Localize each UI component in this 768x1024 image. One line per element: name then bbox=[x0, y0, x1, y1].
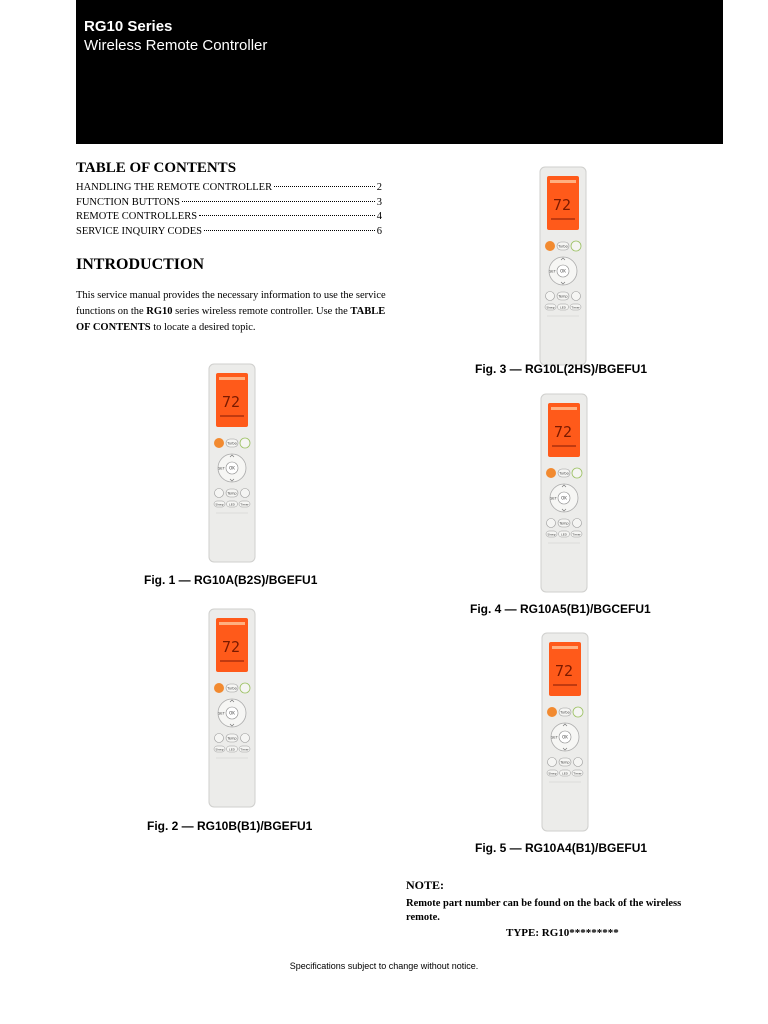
temp-button-label: Temp bbox=[560, 760, 570, 765]
ok-button-label: OK bbox=[229, 465, 235, 471]
led-button-label: LED bbox=[560, 305, 566, 310]
toc-leader-dots bbox=[199, 215, 375, 216]
remote-image-fig2 bbox=[208, 608, 256, 808]
toc-entry-label: REMOTE CONTROLLERS bbox=[76, 211, 198, 222]
fan-button bbox=[572, 468, 582, 478]
lcd-temperature: 72 bbox=[553, 423, 573, 441]
temp-button-label: Temp bbox=[227, 491, 237, 496]
document-subtitle: Wireless Remote Controller bbox=[84, 37, 268, 54]
power-button bbox=[214, 683, 224, 693]
footer-disclaimer: Specifications subject to change without notice. bbox=[289, 961, 479, 971]
sleep-button-label: Sleep bbox=[215, 747, 224, 752]
remote-image-fig4 bbox=[540, 393, 588, 593]
lcd-temperature: 72 bbox=[221, 638, 241, 656]
toc-leader-dots bbox=[182, 201, 375, 202]
sleep-button-label: Sleep bbox=[548, 771, 557, 776]
toc-entry[interactable] bbox=[76, 196, 382, 211]
lcd-mode-row bbox=[553, 684, 577, 686]
temp-button-label: Temp bbox=[558, 294, 568, 299]
toc-entry-page: 2 bbox=[376, 182, 382, 193]
figure-caption: Fig. 1 — RG10A(B2S)/BGEFU1 bbox=[144, 573, 318, 587]
fan-button bbox=[240, 683, 250, 693]
document-series-title: RG10 Series bbox=[84, 18, 173, 35]
toc-entry[interactable] bbox=[76, 210, 382, 225]
intro-text: This service manual provides the necessary information to use the service functions on the bbox=[76, 290, 386, 317]
toc-entry-page: 6 bbox=[376, 225, 382, 237]
introduction-title: INTRODUCTION bbox=[76, 256, 205, 273]
fan-button bbox=[240, 438, 250, 448]
power-button bbox=[214, 438, 224, 448]
led-button-label: LED bbox=[229, 502, 235, 507]
sleep-button-label: Sleep bbox=[546, 305, 555, 310]
turbo-button-label: Turbo bbox=[227, 441, 237, 446]
timer-button-label: Timer bbox=[240, 747, 249, 752]
lcd-temperature: 72 bbox=[221, 393, 241, 411]
lcd-mode-row bbox=[220, 660, 244, 662]
ok-button-label: OK bbox=[229, 710, 235, 716]
set-button-label: SET bbox=[218, 711, 225, 716]
toc-entry-page: 3 bbox=[376, 196, 382, 208]
lcd-mode-row bbox=[552, 445, 576, 447]
toc-entry[interactable] bbox=[76, 181, 382, 196]
swing-button bbox=[215, 734, 224, 743]
turbo-button-label: Turbo bbox=[227, 686, 237, 691]
note-type-code: TYPE: RG10********* bbox=[506, 927, 619, 939]
toc-entry-page: 4 bbox=[376, 211, 382, 222]
led-button-label: LED bbox=[561, 532, 567, 537]
direct-button bbox=[241, 489, 250, 498]
note-heading: NOTE: bbox=[406, 878, 445, 892]
set-button-label: SET bbox=[550, 496, 557, 501]
set-button-label: SET bbox=[549, 269, 556, 274]
timer-button-label: Timer bbox=[572, 532, 581, 537]
led-button-label: LED bbox=[562, 771, 568, 776]
toc-entry-label: FUNCTION BUTTONS bbox=[76, 196, 180, 208]
direct-button bbox=[574, 758, 583, 767]
temp-button-label: Temp bbox=[559, 521, 569, 526]
set-button-label: SET bbox=[218, 466, 225, 471]
toc-entry-label: HANDLING THE REMOTE CONTROLLER bbox=[76, 182, 273, 193]
figure-caption: Fig. 2 — RG10B(B1)/BGEFU1 bbox=[147, 819, 313, 833]
temp-button-label: Temp bbox=[227, 736, 237, 741]
note-text: Remote part number can be found on the back of the wireless remote. bbox=[406, 898, 682, 923]
toc-entry-label: SERVICE INQUIRY CODES bbox=[76, 225, 202, 237]
lcd-temperature: 72 bbox=[554, 662, 574, 680]
swing-button bbox=[548, 758, 557, 767]
turbo-button-label: Turbo bbox=[560, 710, 570, 715]
lcd-mode-row bbox=[551, 218, 575, 220]
remote-image-fig1 bbox=[208, 363, 256, 563]
turbo-button-label: Turbo bbox=[559, 471, 569, 476]
ok-button-label: OK bbox=[560, 268, 566, 274]
lcd-status-bar bbox=[552, 646, 578, 649]
remote-controller-illustration bbox=[540, 393, 588, 593]
power-button bbox=[547, 707, 557, 717]
intro-text: to locate a desired topic. bbox=[150, 322, 256, 333]
toc-leader-dots bbox=[204, 230, 375, 231]
fan-button bbox=[573, 707, 583, 717]
swing-button bbox=[546, 292, 555, 301]
remote-controller-illustration bbox=[541, 632, 589, 832]
header-banner bbox=[76, 0, 723, 144]
introduction-paragraph bbox=[76, 288, 396, 336]
direct-button bbox=[572, 292, 581, 301]
remote-image-fig5 bbox=[541, 632, 589, 832]
lcd-mode-row bbox=[220, 415, 244, 417]
timer-button-label: Timer bbox=[240, 502, 249, 507]
toc-title: TABLE OF CONTENTS bbox=[76, 160, 237, 176]
lcd-temperature: 72 bbox=[552, 196, 572, 214]
direct-button bbox=[573, 519, 582, 528]
toc-leader-dots bbox=[274, 186, 375, 187]
remote-image-fig3 bbox=[539, 166, 587, 366]
figure-caption: Fig. 4 — RG10A5(B1)/BGCEFU1 bbox=[470, 602, 651, 616]
intro-series-name: RG10 bbox=[146, 306, 173, 317]
remote-controller-illustration bbox=[208, 608, 256, 808]
table-of-contents bbox=[76, 160, 382, 239]
remote-controller-illustration bbox=[208, 363, 256, 563]
power-button bbox=[545, 241, 555, 251]
led-button-label: LED bbox=[229, 747, 235, 752]
ok-button-label: OK bbox=[561, 495, 567, 501]
direct-button bbox=[241, 734, 250, 743]
timer-button-label: Timer bbox=[573, 771, 582, 776]
toc-entry[interactable] bbox=[76, 225, 382, 240]
power-button bbox=[546, 468, 556, 478]
introduction-section bbox=[76, 256, 396, 336]
lcd-status-bar bbox=[550, 180, 576, 183]
fan-button bbox=[571, 241, 581, 251]
note-box bbox=[406, 878, 716, 939]
swing-button bbox=[215, 489, 224, 498]
lcd-status-bar bbox=[219, 377, 245, 380]
remote-controller-illustration bbox=[539, 166, 587, 366]
turbo-button-label: Turbo bbox=[558, 244, 568, 249]
sleep-button-label: Sleep bbox=[215, 502, 224, 507]
set-button-label: SET bbox=[551, 735, 558, 740]
intro-toc-reference: TABLE OF CONTENTS bbox=[76, 306, 386, 333]
intro-text: series wireless remote controller. Use the bbox=[172, 306, 351, 317]
sleep-button-label: Sleep bbox=[547, 532, 556, 537]
ok-button-label: OK bbox=[562, 734, 568, 740]
figure-caption: Fig. 3 — RG10L(2HS)/BGEFU1 bbox=[475, 362, 648, 376]
lcd-status-bar bbox=[551, 407, 577, 410]
figure-caption: Fig. 5 — RG10A4(B1)/BGEFU1 bbox=[475, 841, 648, 855]
timer-button-label: Timer bbox=[571, 305, 580, 310]
swing-button bbox=[547, 519, 556, 528]
lcd-status-bar bbox=[219, 622, 245, 625]
